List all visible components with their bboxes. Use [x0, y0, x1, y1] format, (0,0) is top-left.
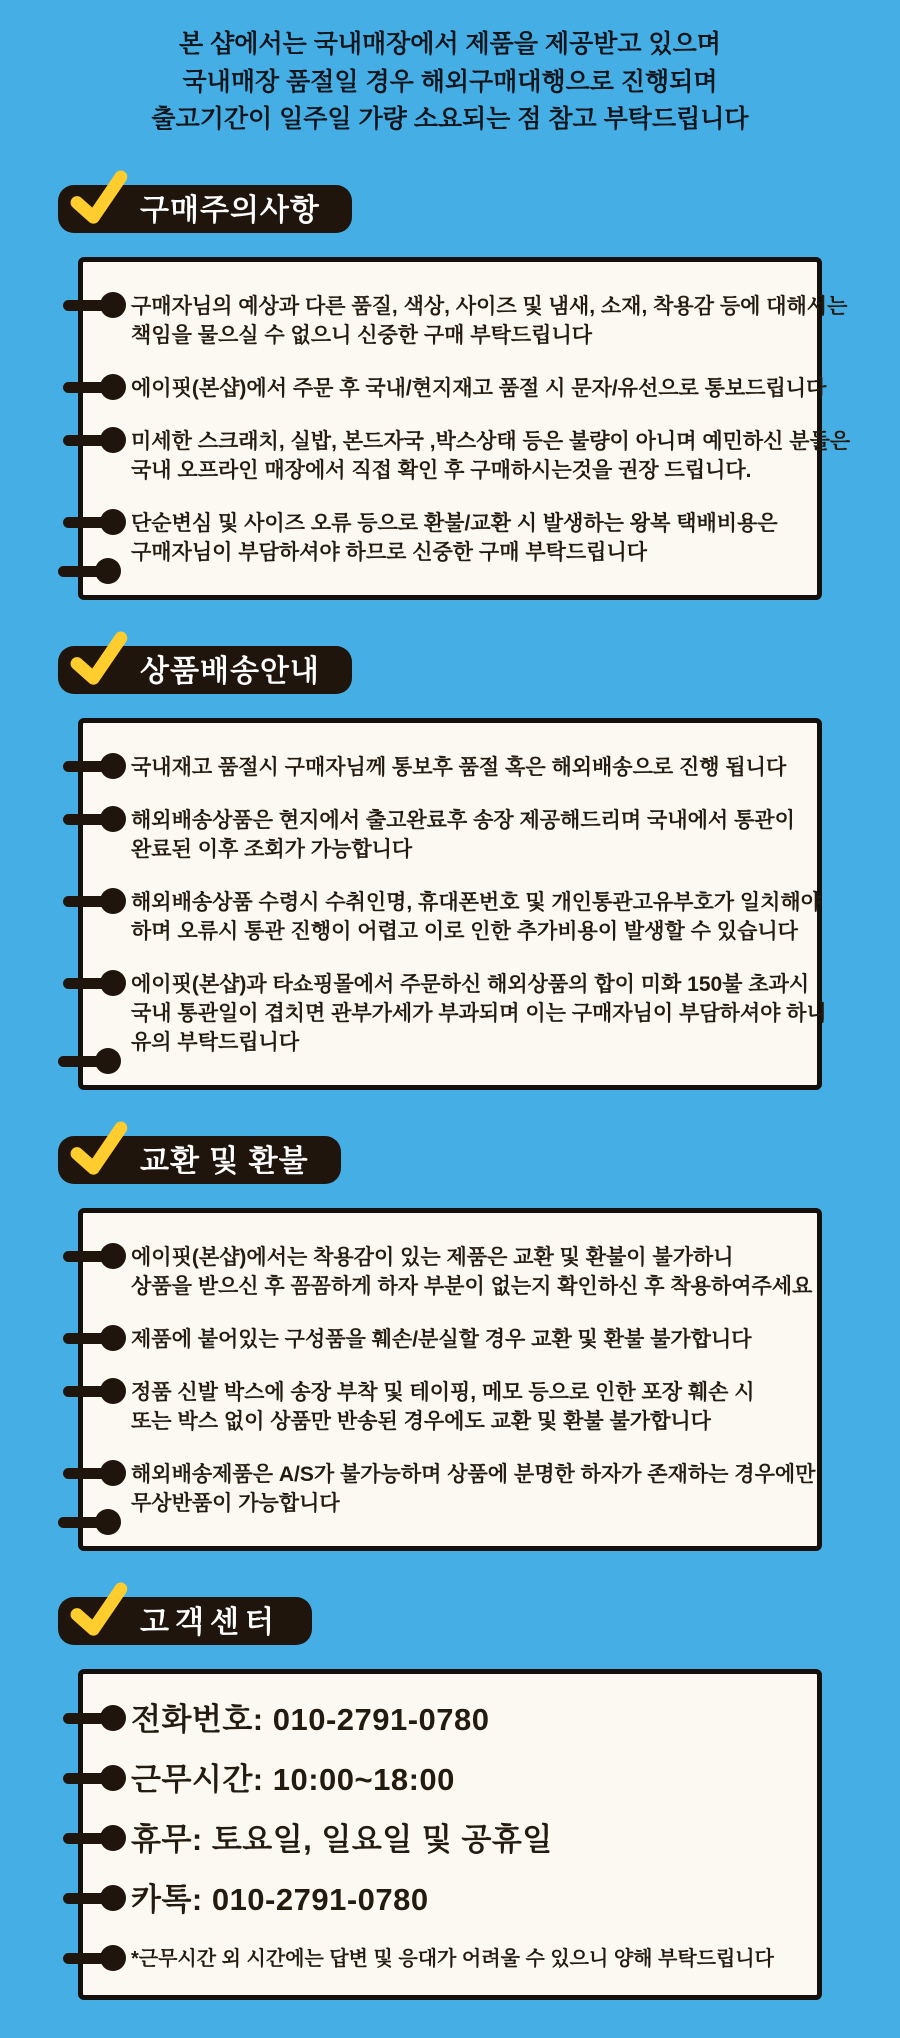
notice-line: 구매자님의 예상과 다른 품질, 색상, 사이즈 및 냄새, 소재, 착용감 등에 대해서는 [131, 294, 848, 318]
section-header-shipping-info [58, 646, 352, 694]
section-title: 교환 및 환불 [140, 1144, 309, 1178]
notice-line: 에이핏(본샵)에서 주문 후 국내/현지재고 품절 시 문자/유선으로 통보드립니다 [131, 376, 827, 400]
notice-item [131, 1325, 791, 1354]
binder-pin-icon [63, 300, 113, 311]
binder-pin-icon [63, 896, 113, 907]
binder-pin-icon [63, 1251, 113, 1262]
binder-pin-icon [58, 1517, 108, 1528]
purchase-notice-card [78, 257, 851, 600]
binder-pin-icon [63, 1953, 113, 1964]
binder-pin-icon [63, 1893, 113, 1904]
notice-item [131, 970, 827, 1057]
notice-line: 해외배송상품 수령시 수취인명, 휴대폰번호 및 개인통관고유부호가 일치해야 [131, 890, 821, 914]
binder-pin-icon [63, 814, 113, 825]
binder-pin-icon [63, 1833, 113, 1844]
binder-pin-icon [63, 1333, 113, 1344]
notice-line: 또는 박스 없이 상품만 반송된 경우에도 교환 및 환불 불가합니다 [131, 1409, 711, 1433]
section-header-customer-center [58, 1597, 312, 1645]
notice-line: 에이핏(본샵)에서는 착용감이 있는 제품은 교환 및 환불이 불가하니 [131, 1245, 734, 1269]
kakao-talk-row [131, 1880, 791, 1920]
notice-item [131, 806, 795, 864]
notice-item [131, 753, 791, 782]
notice-item [131, 292, 848, 350]
business-hours: 근무시간: 10:00~18:00 [131, 1761, 455, 1797]
notice-line: 유의 부탁드립니다 [131, 1030, 300, 1054]
shipping-info-card [78, 718, 827, 1090]
business-hours-row [131, 1760, 791, 1800]
notice-item [131, 509, 791, 567]
days-off: 휴무: 토요일, 일요일 및 공휴일 [131, 1821, 553, 1857]
binder-pin-icon [63, 978, 113, 989]
section-header-exchange-refund [58, 1136, 341, 1184]
phone-number: 전화번호: 010-2791-0780 [131, 1701, 490, 1737]
notice-item [131, 427, 851, 485]
notice-line: 국내재고 품절시 구매자님께 통보후 품절 혹은 해외배송으로 진행 됩니다 [131, 755, 787, 779]
intro-line: 출고기간이 일주일 가량 소요되는 점 참고 부탁드립니다 [151, 105, 749, 133]
days-off-row [131, 1820, 791, 1860]
notice-item [131, 1460, 816, 1518]
checkmark-icon [66, 628, 130, 690]
checkmark-icon [66, 167, 130, 229]
notice-line: 완료된 이후 조회가 가능합니다 [131, 837, 413, 861]
note-text: *근무시간 외 시간에는 답변 및 응대가 어려울 수 있으니 양해 부탁드립니다 [131, 1947, 774, 1970]
notice-line: 구매자님이 부담하셔야 하므로 신중한 구매 부탁드립니다 [131, 540, 648, 564]
notice-line: 단순변심 및 사이즈 오류 등으로 환불/교환 시 발생하는 왕복 택배비용은 [131, 511, 778, 535]
binder-pin-icon [63, 761, 113, 772]
section-header-purchase-notice [58, 185, 352, 233]
intro-line: 국내매장 품절일 경우 해외구매대행으로 진행되며 [182, 67, 718, 96]
intro-notice [0, 26, 900, 139]
notice-line: 에이핏(본샵)과 타쇼핑몰에서 주문하신 해외상품의 합이 미화 150불 초과시 [131, 972, 810, 996]
notice-item [131, 1378, 791, 1436]
checkmark-icon [66, 1118, 130, 1180]
exchange-refund-card [78, 1208, 822, 1551]
phone-number-row [131, 1700, 791, 1740]
notice-line: 제품에 붙어있는 구성품을 훼손/분실할 경우 교환 및 환불 불가합니다 [131, 1327, 752, 1351]
section-title: 고객센터 [140, 1605, 280, 1639]
notice-line: 정품 신발 박스에 송장 부착 및 테이핑, 메모 등으로 인한 포장 훼손 시 [131, 1380, 755, 1404]
notice-line: 국내 오프라인 매장에서 직접 확인 후 구매하시는것을 권장 드립니다. [131, 458, 752, 482]
binder-pin-icon [58, 1056, 108, 1067]
customer-center-card [78, 1669, 822, 2000]
binder-pin-icon [63, 1713, 113, 1724]
notice-line: 상품을 받으신 후 꼼꼼하게 하자 부분이 없는지 확인하신 후 착용하여주세요 [131, 1274, 813, 1298]
notice-line: 무상반품이 가능합니다 [131, 1491, 340, 1515]
notice-line: 미세한 스크래치, 실밥, 본드자국 ,박스상태 등은 불량이 아니며 예민하신 분들은 [131, 429, 851, 453]
binder-pin-icon [58, 566, 108, 577]
notice-item [131, 888, 821, 946]
binder-pin-icon [63, 1773, 113, 1784]
notice-line: 책임을 물으실 수 없으니 신중한 구매 부탁드립니다 [131, 323, 593, 347]
binder-pin-icon [63, 382, 113, 393]
kakao-talk-id: 카톡: 010-2791-0780 [131, 1881, 429, 1917]
binder-pin-icon [63, 517, 113, 528]
notice-item [131, 374, 827, 403]
notice-line: 해외배송제품은 A/S가 불가능하며 상품에 분명한 하자가 존재하는 경우에만 [131, 1462, 816, 1486]
intro-line: 본 샵에서는 국내매장에서 제품을 제공받고 있으며 [179, 30, 721, 58]
binder-pin-icon [63, 1468, 113, 1479]
binder-pin-icon [63, 435, 113, 446]
binder-pin-icon [63, 1386, 113, 1397]
notice-line: 국내 통관일이 겹치면 관부가세가 부과되며 이는 구매자님이 부담하셔야 하니 [131, 1001, 827, 1025]
notice-item [131, 1243, 813, 1301]
checkmark-icon [66, 1579, 130, 1641]
section-title: 구매주의사항 [140, 193, 320, 227]
customer-center-note [131, 1946, 791, 1973]
notice-line: 하며 오류시 통관 진행이 어렵고 이로 인한 추가비용이 발생할 수 있습니다 [131, 919, 798, 943]
section-title: 상품배송안내 [140, 654, 320, 688]
notice-line: 해외배송상품은 현지에서 출고완료후 송장 제공해드리며 국내에서 통관이 [131, 808, 795, 832]
